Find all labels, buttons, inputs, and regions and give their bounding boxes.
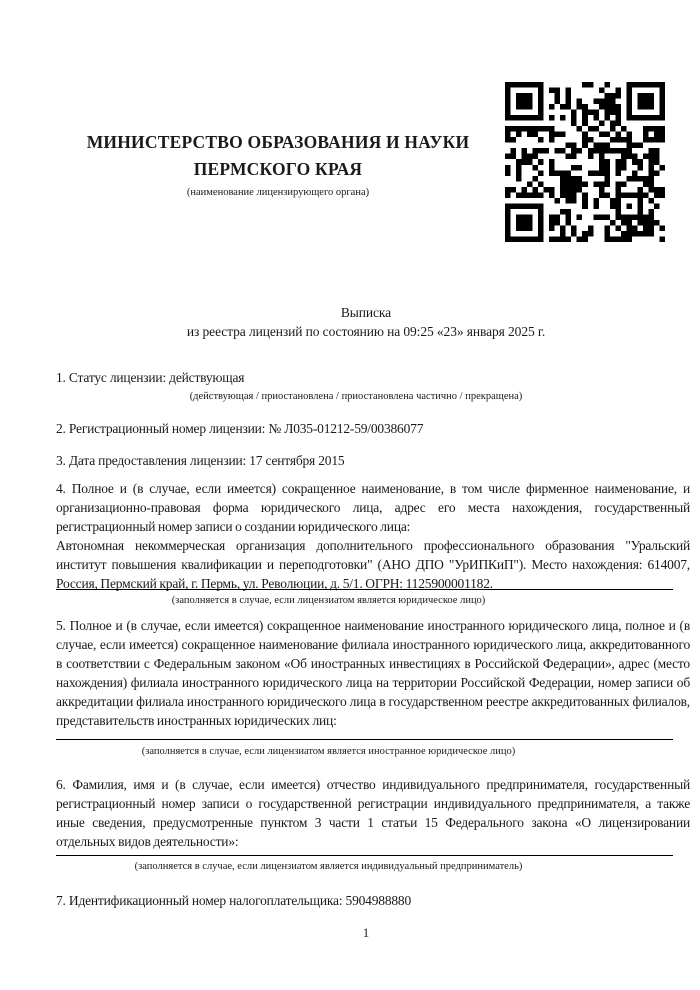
licensing-authority-caption: (наименование лицензирующего органа) xyxy=(186,187,370,198)
license-status-options-caption: (действующая / приостановлена / приостановлена частично / прекращена) xyxy=(189,391,523,402)
document-title-line1: Выписка xyxy=(340,305,392,320)
legal-entity-divider xyxy=(56,589,673,590)
licensing-authority-block xyxy=(56,129,500,199)
entrepreneur-caption: (заполняется в случае, если лицензиатом является индивидуальный предприниматель) xyxy=(134,861,523,872)
licensing-authority-name-line1: МИНИСТЕРСТВО ОБРАЗОВАНИЯ И НАУКИ xyxy=(86,132,470,152)
document-title-line2: из реестра лицензий по состоянию на 09:25 «23» января 2025 г. xyxy=(186,324,546,339)
document-title xyxy=(40,303,692,341)
page-number: 1 xyxy=(362,926,370,940)
legal-entity-info-value: Автономная некоммерческая организация дополнительного профессионального образования "Уральский институт повышения квалификации и переподготовки" (АНО ДПО "УрИПКиП"). Место нахождения: 614007, Россия, Пермский край, г. Пермь, ул. Революции, д. 5/1. ОГРН: 1125900001182. xyxy=(56,538,690,591)
licensing-authority-name-line2: ПЕРМСКОГО КРАЯ xyxy=(193,158,363,179)
foreign-entity-caption: (заполняется в случае, если лицензиатом является иностранное юридическое лицо) xyxy=(141,746,516,757)
license-registration-number: 2. Регистрационный номер лицензии: № Л035-01212-59/00386077 xyxy=(56,421,424,436)
licensing-authority-name xyxy=(56,129,500,182)
qr-code xyxy=(505,82,665,242)
foreign-entity-divider xyxy=(56,739,673,740)
taxpayer-id: 7. Идентификационный номер налогоплательщика: 5904988880 xyxy=(56,893,412,908)
foreign-entity-info-label: 5. Полное и (в случае, если имеется) сокращенное наименование иностранного юридического лица, полное и (в случае, если имеется) сокращенное наименование филиала иностранного юридического лица, аккредитованного в соответствии с Федеральным законом «Об иностранных инвестициях в Российской Федерации», адрес (место нахождения) филиала иностранного юридического лица на территории Российской Федерации, номер записи об аккредитации филиала иностранного юридического лица в государственном реестре аккредитованных филиалов, представительств иностранных юридических лиц: xyxy=(56,618,690,728)
legal-entity-caption: (заполняется в случае, если лицензиатом является юридическое лицо) xyxy=(171,595,486,606)
license-status: 1. Статус лицензии: действующая xyxy=(56,370,245,385)
entrepreneur-divider xyxy=(56,855,673,856)
license-grant-date: 3. Дата предоставления лицензии: 17 сентября 2015 xyxy=(56,453,345,468)
entrepreneur-info-label: 6. Фамилия, имя и (в случае, если имеется) отчество индивидуального предпринимателя, государственный регистрационный номер записи о государственной регистрации индивидуального предпринимателя, а также иные сведения, предусмотренные пунктом 3 части 1 статьи 15 Федерального закона «О лицензировании отдельных видов деятельности»: xyxy=(56,777,690,849)
legal-entity-info-label: 4. Полное и (в случае, если имеется) сокращенное наименование, в том числе фирменное наименование, и организационно-правовая форма юридического лица, адрес его места нахождения, государственный регистрационный номер записи о создании юридического лица: xyxy=(56,481,690,534)
